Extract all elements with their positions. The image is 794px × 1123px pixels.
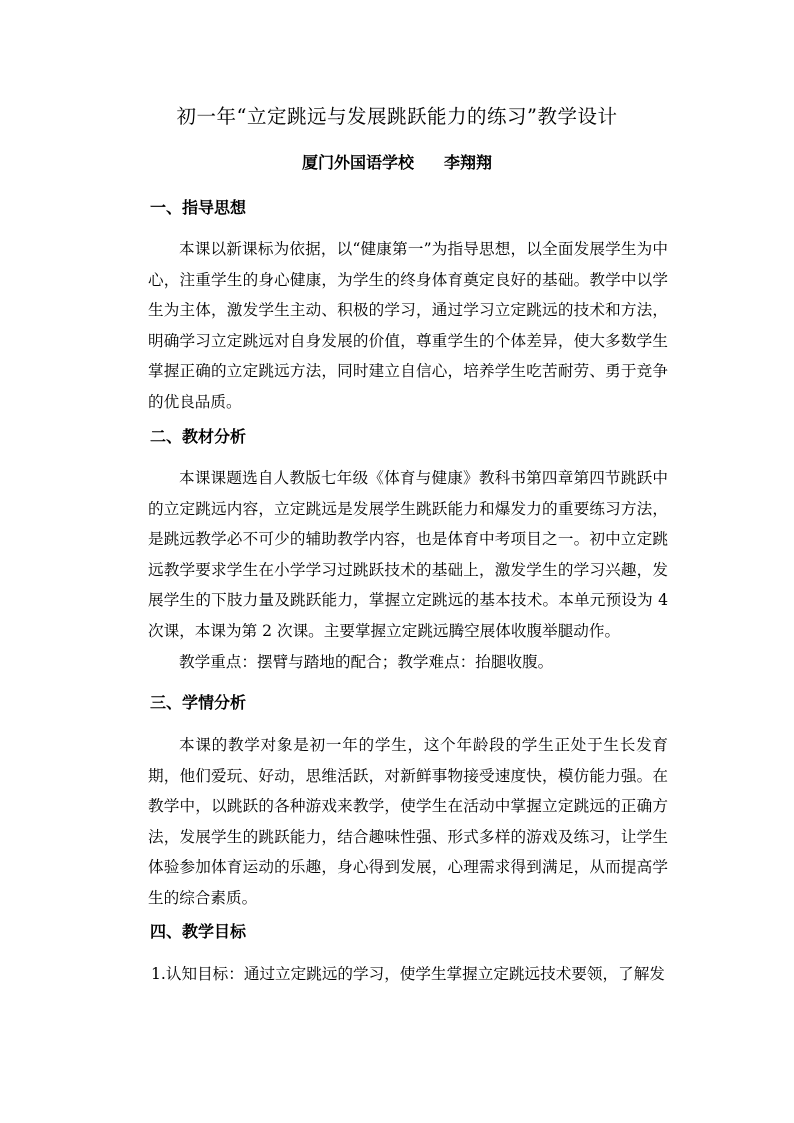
objective-text: 1.认知目标：通过立定跳远的学习，使学生掌握立定跳远技术要领，了解发: [151, 965, 665, 983]
section-heading: 一、指导思想: [150, 198, 247, 217]
section-heading: 四、教学目标: [150, 922, 247, 941]
section-paragraph: 教学重点：摆臂与踏地的配合；教学难点：抬腿收腹。: [179, 653, 554, 671]
section-heading: 三、学情分析: [150, 693, 247, 712]
author-line: [0, 151, 794, 175]
author-name: 李翔翔: [444, 153, 493, 172]
section-paragraph: 本课课题选自人教版七年级《体育与健康》教科书第四章第四节跳跃中的立定跳远内容，立定跳远是发展学生跳跃能力和爆发力的重要练习方法，是跳远教学必不可少的辅助教学内容，也是体育中考项目之一。初中立定跳远教学要求学生在小学学习过跳跃技术的基础上，激发学生的学习兴趣，发展学生的下肢力量及跳跃能力，掌握立定跳远的基本技术。本单元预设为 4 次课，本课为第 2 次课。主要掌握立定跳远腾空展体收腹举腿动作。: [148, 469, 668, 640]
section-heading: 二、教材分析: [150, 427, 247, 446]
objective-item: [148, 959, 668, 990]
section-paragraph: 本课以新课标为依据，以“健康第一”为指导思想，以全面发展学生为中心，注重学生的身心健康，为学生的终身体育奠定良好的基础。教学中以学生为主体，激发学生主动、积极的学习，通过学习立定跳远的技术和方法，明确学习立定跳远对自身发展的价值，尊重学生的个体差异，使大多数学生掌握正确的立定跳远方法，同时建立自信心，培养学生吃苦耐劳、勇于竞争的优良品质。: [148, 240, 668, 411]
document-title: 初一年“立定跳远与发展跳跃能力的练习”教学设计: [176, 105, 618, 128]
school-name: 厦门外国语学校: [301, 153, 414, 172]
section-paragraph: 本课的教学对象是初一年的学生，这个年龄段的学生正处于生长发育期，他们爱玩、好动，思维活跃，对新鲜事物接受速度快，模仿能力强。在教学中，以跳跃的各种游戏来教学，使学生在活动中掌握立定跳远的正确方法，发展学生的跳跃能力，结合趣味性强、形式多样的游戏及练习，让学生体验参加体育运动的乐趣，身心得到发展，心理需求得到满足，从而提高学生的综合素质。: [148, 736, 668, 907]
